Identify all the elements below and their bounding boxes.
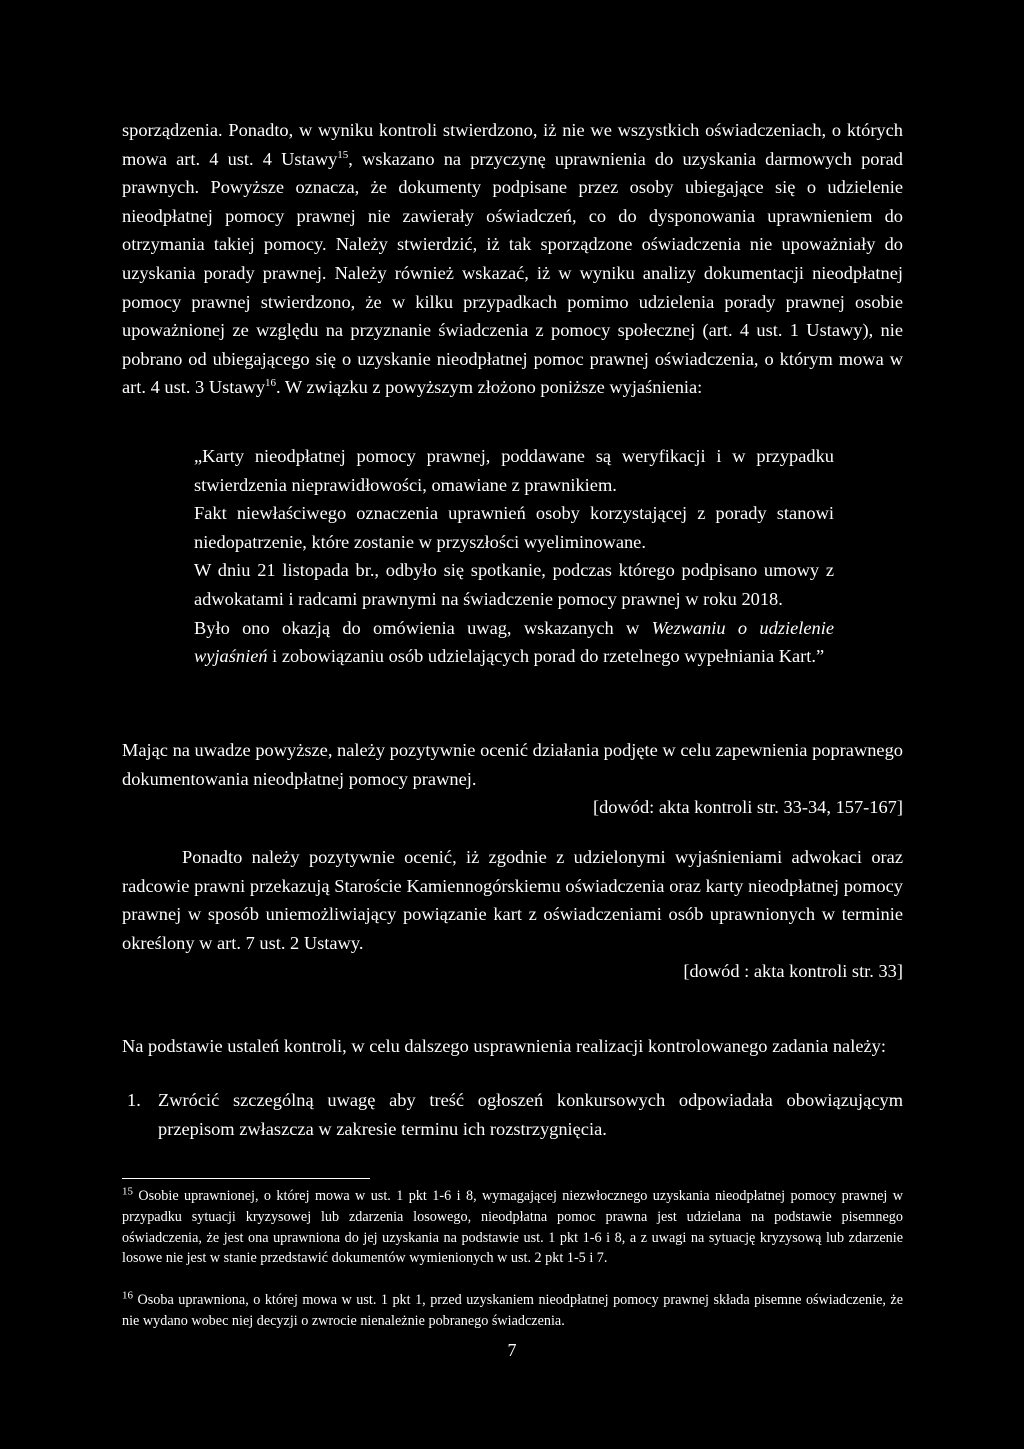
footnote-ref-16: 16 (265, 377, 277, 390)
paragraph-1-part-1: sporządzenia. Ponadto, w wyniku kontroli stwierdzono, iż nie we wszystkich oświadczeniach, o których mowa art. 4 ust. 4 Ustawy (122, 120, 903, 169)
quote-paragraph-1: „Karty nieodpłatnej pomocy prawnej, poddawane są weryfikacji i w przypadku stwierdzenia nieprawidłowości, omawiane z prawnikiem. (194, 446, 834, 495)
quote-p4-after: i zobowiązaniu osób udzielających porad do rzetelnego wypełniania Kart.” (267, 646, 825, 667)
list-item-number: 1. (127, 1090, 141, 1110)
paragraph-3-evidence: [dowód : akta kontroli str. 33] (683, 961, 903, 982)
quote-paragraph-3: W dniu 21 listopada br., odbyło się spotkanie, podczas którego podpisano umowy z adwokatami i radcami prawnymi na świadczenie pomocy prawnej w roku 2018. (194, 560, 834, 609)
footnote-number: 15 (122, 1185, 133, 1198)
paragraph-2-text: Mając na uwadze powyższe, należy pozytywnie ocenić działania podjęte w celu zapewnienia poprawnego dokumentowania nieodpłatnej pomocy prawnej. (122, 740, 903, 789)
footnote-ref-15: 15 (337, 148, 349, 161)
paragraph-2-evidence: [dowód: akta kontroli str. 33-34, 157-167] (592, 797, 903, 818)
footnote-number: 16 (122, 1289, 133, 1302)
paragraph-3-text: Ponadto należy pozytywnie ocenić, iż zgodnie z udzielonymi wyjaśnieniami adwokaci oraz radcowie prawni przekazują Staroście Kamiennogórskiemu oświadczenia oraz karty nieodpłatnej pomocy prawnej w sposób uniemożliwiający powiązanie kart z oświadczeniami osób uprawnionych w terminie określony w art. 7 ust. 2 Ustawy. (122, 847, 903, 953)
footnote-separator (122, 1178, 370, 1179)
paragraph-2 (122, 736, 903, 822)
paragraph-1-part-2: , wskazano na przyczynę uprawnienia do uzyskania darmowych porad prawnych. Powyższe oznacza, że dokumenty podpisane przez osoby ubiegające się o udzielenie nieodpłatnej pomocy prawnej nie zawierały oświadczeń, co do dysponowania uprawnieniem do otrzymania takiej pomocy. Należy stwierdzić, iż tak sporządzone oświadczenia nie upoważniały do uzyskania porady prawnej. Należy również wskazać, iż w wyniku analizy dokumentacji nieodpłatnej pomocy prawnej stwierdzono, że w kilku przypadkach pomimo udzielenia porady prawnej osobie upoważnionej ze względu na przyznanie świadczenia z pomocy społecznej (art. 4 ust. 1 Ustawy), nie pobrano od ubiegającego się o uzyskanie nieodpłatnej pomoc prawnej oświadczenia, o którym mowa w art. 4 ust. 3 Ustawy (122, 148, 903, 398)
quote-paragraph-2: Fakt niewłaściwego oznaczenia uprawnień osoby korzystającej z porady stanowi niedopatrzenie, które zostanie w przyszłości wyeliminowane. (194, 503, 834, 552)
footnote-15 (122, 1186, 903, 1269)
quote-paragraph-4 (194, 614, 834, 671)
quote-p4-italic: Wezwaniu o udzielenie wyjaśnień (194, 617, 834, 667)
footnote-16 (122, 1290, 903, 1332)
paragraph-3 (122, 843, 903, 986)
page-number: 7 (507, 1340, 517, 1360)
paragraph-1-part-3: . W związku z powyższym złożono poniższe wyjaśnienia: (276, 377, 703, 398)
paragraph-1 (122, 116, 903, 402)
quote-p4-before: Było ono okazją do omówienia uwag, wskazanych w (194, 617, 652, 638)
list-item-text: Zwrócić szczególną uwagę aby treść ogłoszeń konkursowych odpowiadała obowiązującym przepisom zwłaszcza w zakresie terminu ich rozstrzygnięcia. (158, 1090, 903, 1139)
quoted-explanation (194, 442, 834, 671)
list-item (122, 1086, 903, 1144)
footnote-text: Osoba uprawniona, o której mowa w ust. 1 pkt 1, przed uzyskaniem nieodpłatnej pomocy prawnej składa pisemne oświadczenie, że nie wydano wobec niej decyzji o zwrocie nienależnie pobranego świadczenia. (122, 1292, 903, 1329)
recommendations-intro: Na podstawie ustaleń kontroli, w celu dalszego usprawnienia realizacji kontrolowanego zadania należy: (122, 1036, 886, 1056)
footnote-text: Osobie uprawnionej, o której mowa w ust. 1 pkt 1-6 i 8, wymagającej niezwłocznego uzyskania nieodpłatnej pomocy prawnej w przypadku sytuacji kryzysowej lub zdarzenia losowego, nieodpłatna pomoc prawna jest udzielana na podstawie pisemnego oświadczenia, że jest ona uprawniona do jej uzyskania na podstawie ust. 1 pkt 1-6 i 8, a z uwagi na sytuację kryzysową lub zdarzenie losowe nie jest w stanie przedstawić dokumentów wymienionych w ust. 2 pkt 1-5 i 7. (122, 1188, 903, 1267)
